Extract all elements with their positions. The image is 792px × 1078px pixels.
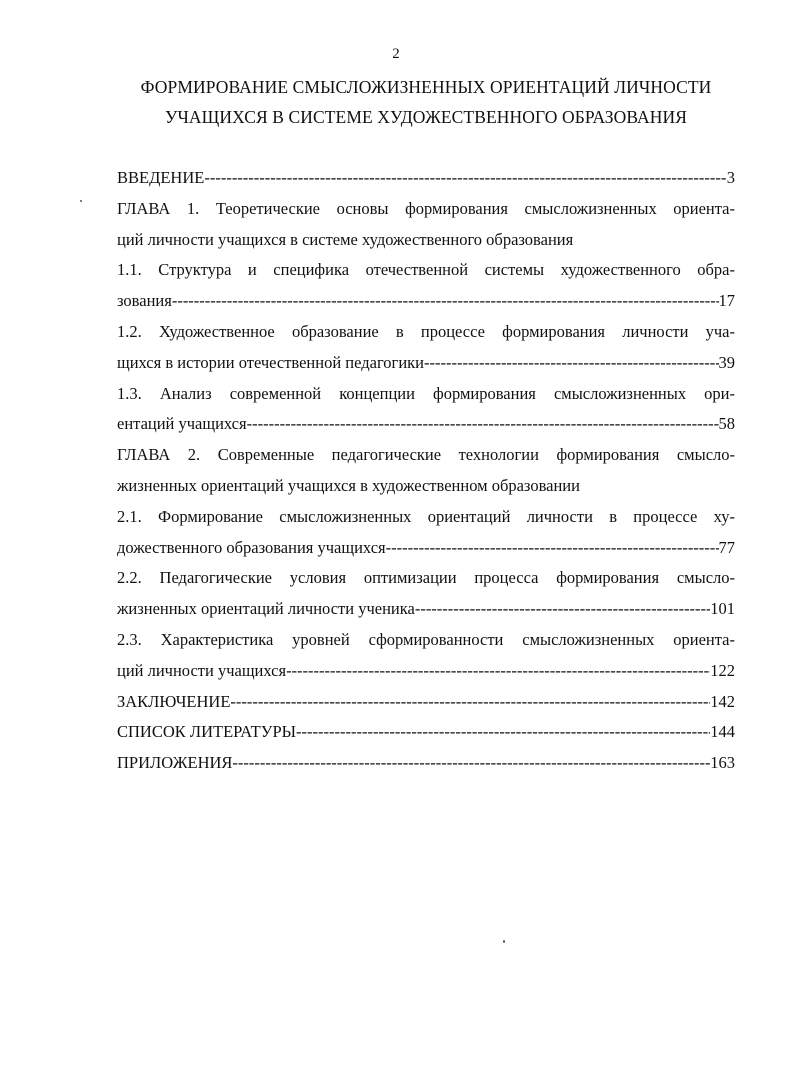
title-line-1: ФОРМИРОВАНИЕ СМЫСЛОЖИЗНЕННЫХ ОРИЕНТАЦИЙ ЛИЧНОСТИ	[140, 77, 712, 97]
toc-section-1-3-line-2	[117, 409, 735, 440]
toc-page-number: 17	[718, 291, 735, 311]
toc-chapter-2-line-1: ГЛАВА 2. Современные педагогические технологии формирования смысло-	[117, 445, 735, 465]
toc-entry-label: ентаций учащихся	[117, 414, 247, 434]
toc-entry-label: щихся в истории отечественной педагогики	[117, 352, 425, 372]
toc-page-number: 39	[718, 352, 735, 372]
toc-entry-label: СПИСОК ЛИТЕРАТУРЫ	[117, 722, 297, 742]
toc-entry-label: дожественного образования учащихся	[117, 537, 386, 557]
toc-chapter-2-line-2: жизненных ориентаций учащихся в художественном образовании	[117, 475, 580, 495]
toc-entry-label: ВВЕДЕНИЕ	[117, 168, 205, 187]
toc-chapter-1-line-1: ГЛАВА 1. Теоретические основы формирования смысложизненных ориента-	[117, 198, 735, 218]
dot-leader	[232, 748, 710, 779]
toc-entry-label: ций личности учащихся	[117, 660, 287, 680]
toc-section-1-3-line-1: 1.3. Анализ современной концепции формирования смысложизненных ори-	[117, 383, 735, 403]
toc-page-number: 163	[710, 753, 735, 773]
toc-section-2-1-line-2	[117, 533, 735, 564]
dot-leader	[286, 656, 710, 687]
toc-page-number: 77	[718, 537, 735, 557]
toc-page-number: 144	[710, 722, 735, 742]
toc-page-number: 122	[710, 660, 735, 680]
toc-entry-references	[117, 717, 735, 748]
toc-section-1-2-line-1: 1.2. Художественное образование в процессе формирования личности уча-	[117, 321, 735, 341]
toc-section-2-2-line-2	[117, 594, 735, 625]
toc-page-number: 101	[710, 599, 735, 619]
toc-entry-label: зования	[117, 291, 172, 311]
toc-entry-conclusion	[117, 687, 735, 718]
page-number: 2	[392, 46, 400, 62]
dot-leader	[296, 717, 710, 748]
scan-speck	[503, 940, 505, 943]
toc-section-2-2-line-1: 2.2. Педагогические условия оптимизации процесса формирования смысло-	[117, 568, 735, 588]
dot-leader	[204, 163, 726, 194]
toc-chapter-1-line-2: ций личности учащихся в системе художественного образования	[117, 229, 574, 249]
toc-section-2-1-line-1: 2.1. Формирование смысложизненных ориентаций личности в процессе ху-	[117, 506, 735, 526]
toc-section-2-3-line-2	[117, 656, 735, 687]
dot-leader	[172, 286, 719, 317]
toc-section-2-3-line-1: 2.3. Характеристика уровней сформированности смысложизненных ориента-	[117, 629, 735, 649]
document-title	[100, 72, 752, 132]
toc-section-1-2-line-2	[117, 348, 735, 379]
dot-leader	[386, 533, 719, 564]
toc-entry-label: ЗАКЛЮЧЕНИЕ	[117, 691, 231, 711]
dot-leader	[415, 594, 710, 625]
toc-section-1-1-line-1: 1.1. Структура и специфика отечественной системы художественного обра-	[117, 260, 735, 280]
table-of-contents	[117, 163, 735, 779]
toc-page-number: 3	[726, 168, 735, 187]
dot-leader	[247, 409, 719, 440]
dot-leader	[230, 687, 710, 718]
toc-section-1-1-line-2	[117, 286, 735, 317]
scan-speck	[80, 200, 82, 202]
toc-page-number: 142	[710, 691, 735, 711]
dot-leader	[424, 348, 718, 379]
title-line-2: УЧАЩИХСЯ В СИСТЕМЕ ХУДОЖЕСТВЕННОГО ОБРАЗОВАНИЯ	[164, 107, 688, 127]
toc-entry-label: ПРИЛОЖЕНИЯ	[117, 753, 233, 773]
toc-entry-appendices	[117, 748, 735, 779]
toc-entry-label: жизненных ориентаций личности ученика	[117, 599, 415, 619]
toc-entry-introduction	[117, 163, 735, 194]
toc-page-number: 58	[718, 414, 735, 434]
